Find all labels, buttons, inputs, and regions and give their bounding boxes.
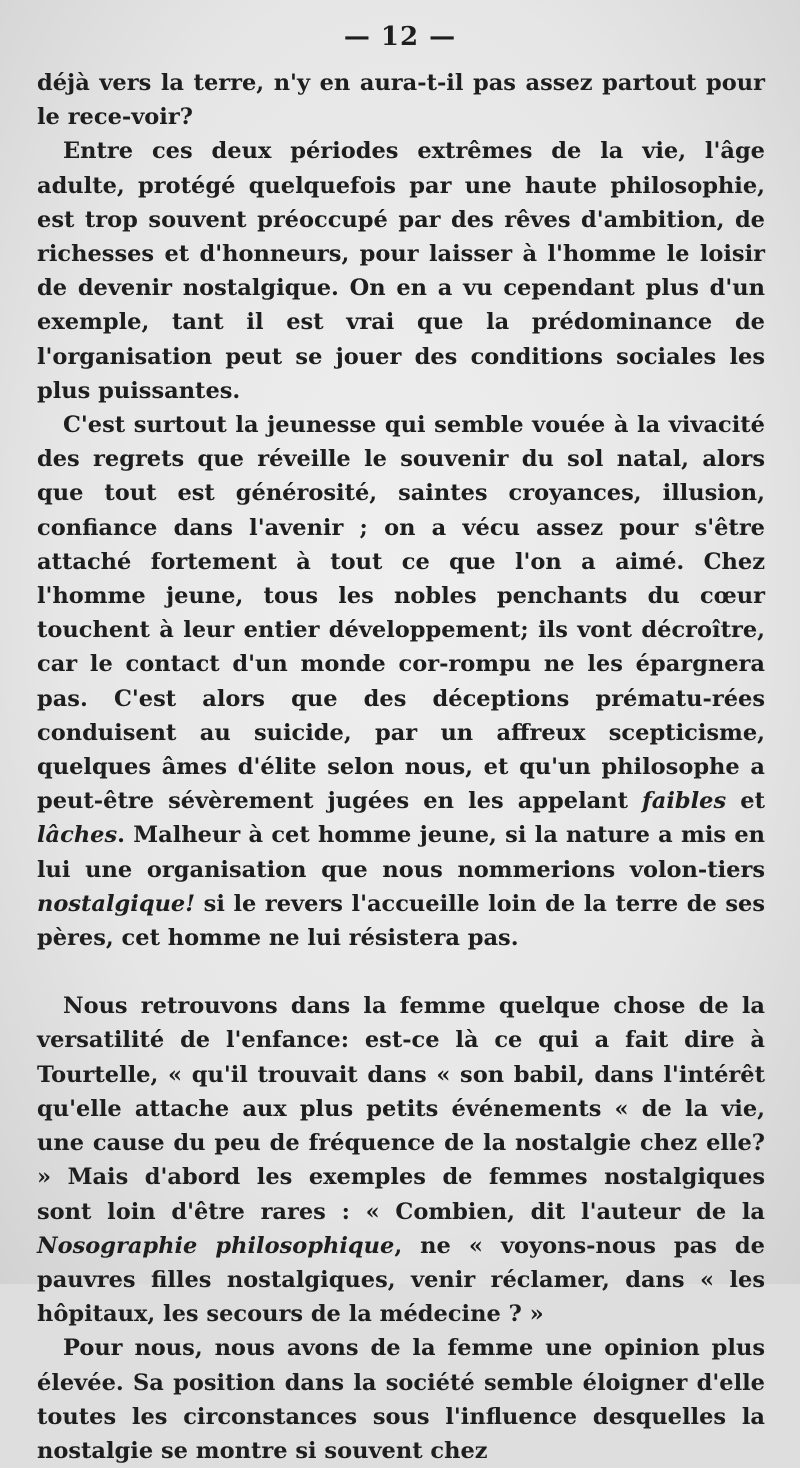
p2-segment-0: Entre ces deux périodes extrêmes de la vie, l'âge adulte, protégé quelquefois par une haute philosophie, est trop souvent préoccupé par des rêves d'ambition, de richesses et d'honneurs, pour laisser à l'homme le loisir de devenir nostalgique. On en a vu cependant plus d'un exemple, tant il est vrai que la prédominance de l'organisation peut se jouer des conditions sociales les plus puissantes. bbox=[37, 138, 765, 404]
p1-segment-0: déjà vers la terre, n'y en aura-t-il pas assez partout pour le rece-voir? bbox=[37, 70, 765, 131]
paragraph-4 bbox=[37, 989, 765, 1331]
paragraph-2 bbox=[37, 134, 765, 408]
p3-segment-6: si le revers l'accueille loin de la terre de ses pères, cet homme ne lui résistera pas. bbox=[37, 890, 765, 952]
p5-segment-0: Pour nous, nous avons de la femme une opinion plus élevée. Sa position dans la société semble éloigner d'elle toutes les circonstances sous l'influence desquelles la nostalgie se montre si souvent chez bbox=[37, 1335, 765, 1464]
paragraph-1 bbox=[37, 66, 765, 134]
p3-segment-0: C'est surtout la jeunesse qui semble vouée à la vivacité des regrets que réveille le souvenir du sol natal, alors que tout est générosité, saintes croyances, illusion, confiance dans l'avenir ; on a vécu assez pour s'être attaché fortement à tout ce que l'on a aimé. Chez l'homme jeune, tous les nobles penchants du cœur touchent à leur entier développement; ils vont décroître, car le contact d'un monde cor-rompu ne les épargnera pas. C'est alors que des déceptions prématu-rées conduisent au suicide, par un affreux scepticisme, quelques âmes d'élite selon nous, et qu'un philosophe a peut-être sévèrement jugées en les appelant bbox=[37, 412, 765, 815]
body-text bbox=[37, 66, 765, 1468]
p4-segment-0: Nous retrouvons dans la femme quelque chose de la versatilité de l'enfance: est-ce là ce qui a fait dire à Tourtelle, « qu'il trouvait dans « son babil, dans l'intérêt qu'elle attache aux plus petits événements « de la vie, une cause du peu de fréquence de la nostalgie chez elle? » Mais d'abord les exemples de femmes nostalgiques sont loin d'être rares : « Combien, dit l'auteur de la bbox=[37, 993, 765, 1225]
p3-italic-faibles: faibles bbox=[642, 788, 727, 815]
paragraph-5 bbox=[37, 1331, 765, 1468]
page-number: — 12 — bbox=[343, 22, 457, 52]
p4-italic-nosographie: Nosographie philosophique bbox=[37, 1232, 395, 1259]
p3-segment-4: . Malheur à cet homme jeune, si la nature a mis en lui une organisation que nous nommerions volon-tiers bbox=[37, 822, 765, 883]
p3-italic-nostalgique: nostalgique! bbox=[37, 890, 196, 917]
p3-italic-laches: lâches bbox=[37, 822, 118, 849]
paragraph-3 bbox=[37, 408, 765, 955]
p4-segment-2: , ne « voyons-nous pas de pauvres filles nostalgiques, venir réclamer, dans « les hôpitaux, les secours de la médecine ? » bbox=[37, 1232, 765, 1328]
p3-segment-2: et bbox=[726, 788, 765, 815]
